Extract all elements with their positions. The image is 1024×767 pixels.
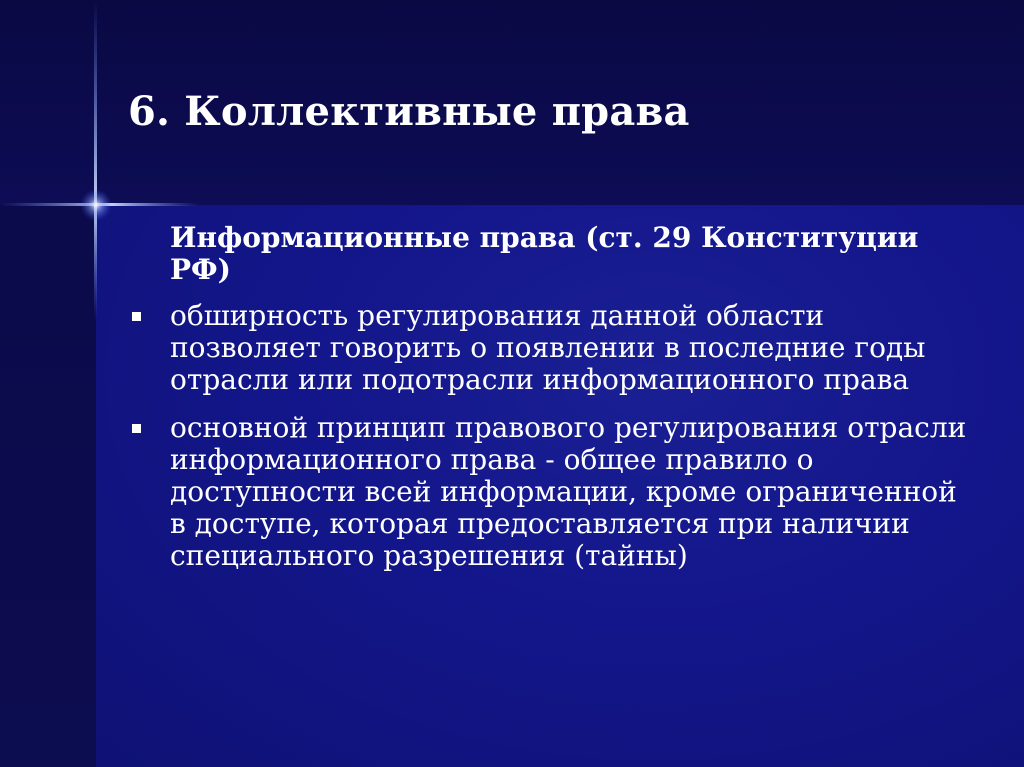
left-band bbox=[0, 205, 96, 767]
slide-subheading: Информационные права (ст. 29 Конституции РФ) bbox=[170, 221, 919, 286]
bullet-text: основной принцип правового регулирования отрасли информационного права - общее правило о доступности всей информации, кроме ограниченной в доступе, которая предоставляется при наличии специального разрешения (тайны) bbox=[170, 411, 967, 572]
slide-content bbox=[130, 222, 990, 588]
bullet-list bbox=[130, 300, 990, 572]
bullet-item bbox=[130, 300, 970, 396]
bullet-text: обширность регулирования данной области позволяет говорить о появлении в последние годы отрасли или подотрасли информационного права bbox=[170, 299, 926, 396]
bullet-item bbox=[130, 412, 970, 572]
square-bullet-icon bbox=[132, 424, 141, 433]
slide-title: 6. Коллективные права bbox=[128, 88, 690, 135]
square-bullet-icon bbox=[132, 312, 141, 321]
